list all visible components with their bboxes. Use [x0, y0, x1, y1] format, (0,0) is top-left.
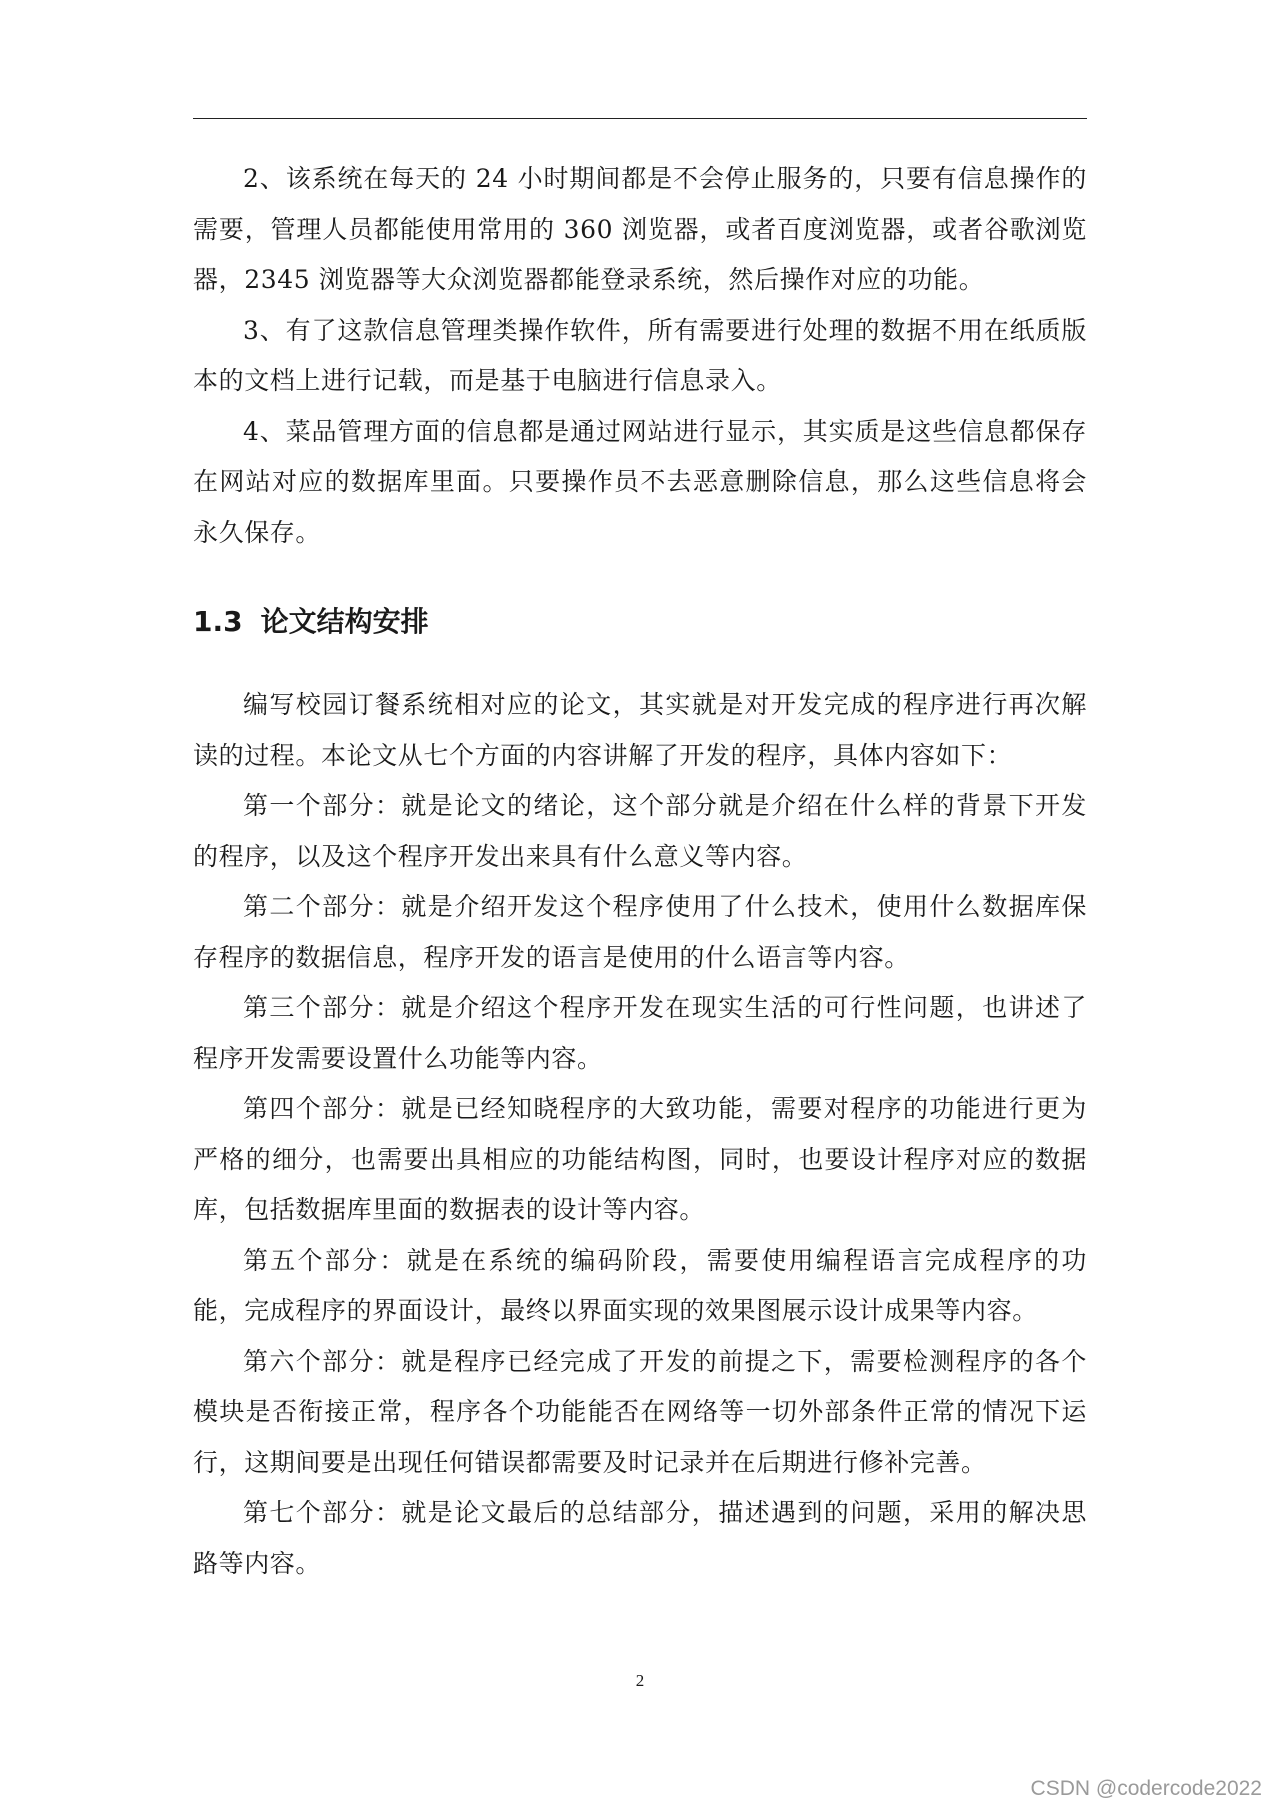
paragraph: 第七个部分：就是论文最后的总结部分，描述遇到的问题，采用的解决思路等内容。 — [193, 1498, 1087, 1578]
watermark: CSDN @codercode2022 — [1030, 1777, 1262, 1800]
page-content — [193, 154, 1087, 1589]
paragraph: 第三个部分：就是介绍这个程序开发在现实生活的可行性问题，也讲述了程序开发需要设置什么功能等内容。 — [193, 993, 1087, 1073]
paragraph: 第六个部分：就是程序已经完成了开发的前提之下，需要检测程序的各个模块是否衔接正常，程序各个功能能否在网络等一切外部条件正常的情况下运行，这期间要是出现任何错误都需要及时记录并在后期进行修补完善。 — [193, 1346, 1087, 1477]
section-heading — [193, 602, 1087, 642]
paragraph: 第五个部分：就是在系统的编码阶段，需要使用编程语言完成程序的功能，完成程序的界面设计，最终以界面实现的效果图展示设计成果等内容。 — [193, 1245, 1087, 1325]
page-number: 2 — [635, 1671, 645, 1690]
paragraph: 第四个部分：就是已经知晓程序的大致功能，需要对程序的功能进行更为严格的细分，也需要出具相应的功能结构图，同时，也要设计程序对应的数据库，包括数据库里面的数据表的设计等内容。 — [193, 1094, 1087, 1224]
paragraph: 第一个部分：就是论文的绪论，这个部分就是介绍在什么样的背景下开发的程序，以及这个程序开发出来具有什么意义等内容。 — [193, 791, 1087, 871]
paragraph: 编写校园订餐系统相对应的论文，其实就是对开发完成的程序进行再次解读的过程。本论文从七个方面的内容讲解了开发的程序，具体内容如下： — [193, 690, 1087, 770]
header-rule — [193, 118, 1087, 119]
paragraph: 4、菜品管理方面的信息都是通过网站进行显示，其实质是这些信息都保存在网站对应的数据库里面。只要操作员不去恶意删除信息，那么这些信息将会永久保存。 — [193, 416, 1087, 547]
section-title: 论文结构安排 — [260, 605, 429, 638]
paragraph: 2、该系统在每天的 24 小时期间都是不会停止服务的，只要有信息操作的需要，管理人员都能使用常用的 360 浏览器，或者百度浏览器，或者谷歌浏览器，2345 浏览器等大众浏览器都能登录系统，然后操作对应的功能。 — [193, 164, 1087, 294]
section-number: 1.3 — [193, 605, 243, 638]
paragraph: 第二个部分：就是介绍开发这个程序使用了什么技术，使用什么数据库保存程序的数据信息，程序开发的语言是使用的什么语言等内容。 — [193, 892, 1087, 972]
paragraph: 3、有了这款信息管理类操作软件，所有需要进行处理的数据不用在纸质版本的文档上进行记载，而是基于电脑进行信息录入。 — [193, 315, 1087, 395]
